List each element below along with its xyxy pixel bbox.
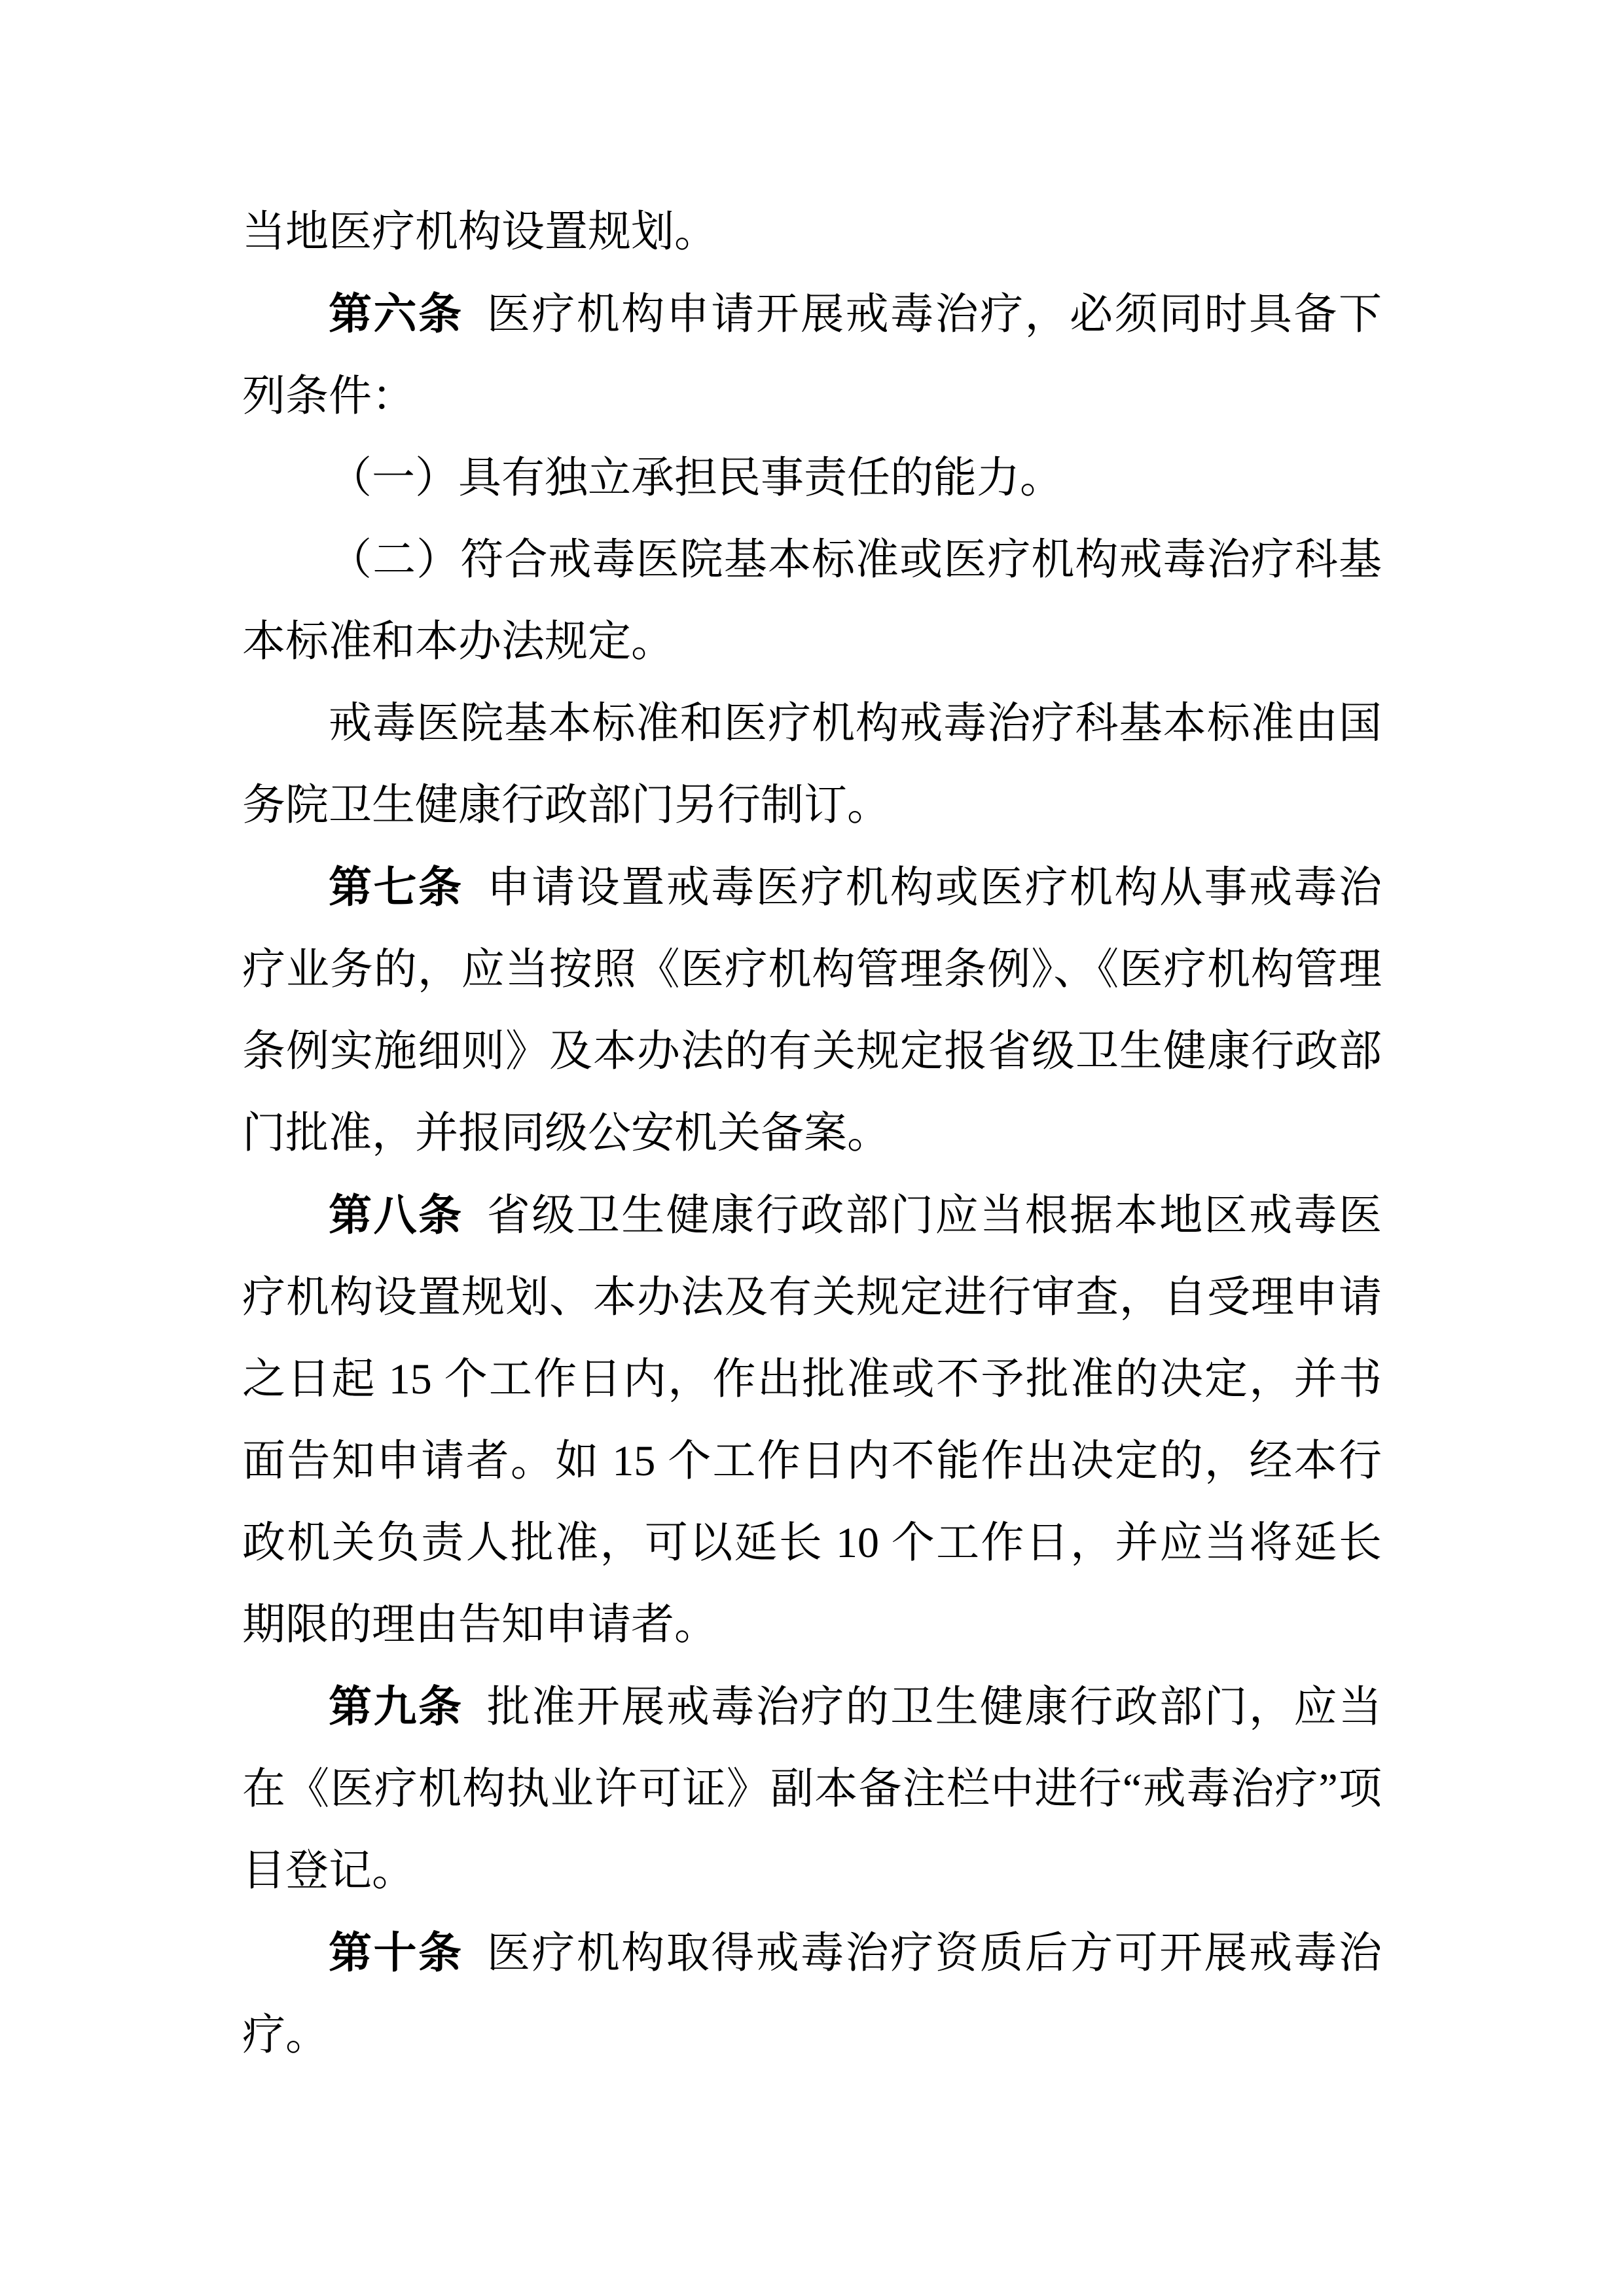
paragraph-article-10: [242, 1912, 1382, 2076]
paragraph-text: 批准开展戒毒治疗的卫生健康行政部门，应当在《医疗机构执业许可证》副本备注栏中进行“戒毒治疗”项目登记。: [242, 1683, 1382, 1895]
paragraph-standards-note: [242, 683, 1382, 846]
paragraph-text: （二）符合戒毒医院基本标准或医疗机构戒毒治疗科基本标准和本办法规定。: [242, 536, 1382, 666]
paragraph-item-1: [242, 437, 1382, 519]
article-number: 第八条: [329, 1191, 463, 1239]
article-number: 第六条: [329, 289, 463, 338]
paragraph-article-6: [242, 273, 1382, 437]
article-number: 第七条: [329, 863, 463, 911]
paragraph-article-9: [242, 1666, 1382, 1912]
paragraph-text: 申请设置戒毒医疗机构或医疗机构从事戒毒治疗业务的，应当按照《医疗机构管理条例》、《医疗机构管理条例实施细则》及本办法的有关规定报省级卫生健康行政部门批准，并报同级公安机关备案。: [242, 864, 1382, 1157]
paragraph-article-7: [242, 846, 1382, 1174]
paragraph-text: （一）具有独立承担民事责任的能力。: [329, 454, 1063, 502]
paragraph-text: 医疗机构取得戒毒治疗资质后方可开展戒毒治疗。: [242, 1929, 1382, 2059]
paragraph-text: 医疗机构申请开展戒毒治疗，必须同时具备下列条件：: [242, 291, 1382, 420]
paragraph-text: 当地医疗机构设置规划。: [242, 208, 717, 256]
document-body: [242, 191, 1382, 2076]
article-number: 第九条: [329, 1682, 463, 1731]
paragraph-item-2: [242, 519, 1382, 683]
paragraph-text: 戒毒医院基本标准和医疗机构戒毒治疗科基本标准由国务院卫生健康行政部门另行制订。: [242, 700, 1382, 829]
paragraph-continuation: [242, 191, 1382, 273]
paragraph-article-8: [242, 1174, 1382, 1666]
paragraph-text: 省级卫生健康行政部门应当根据本地区戒毒医疗机构设置规划、本办法及有关规定进行审查，自受理申请之日起 15 个工作日内，作出批准或不予批准的决定，并书面告知申请者。如 15 个工作日内不能作出决定的，经本行政机关负责人批准，可以延长 10 个工作日，并应当将延长期限的理由告知申请者。: [242, 1192, 1382, 1649]
article-number: 第十条: [329, 1928, 463, 1977]
